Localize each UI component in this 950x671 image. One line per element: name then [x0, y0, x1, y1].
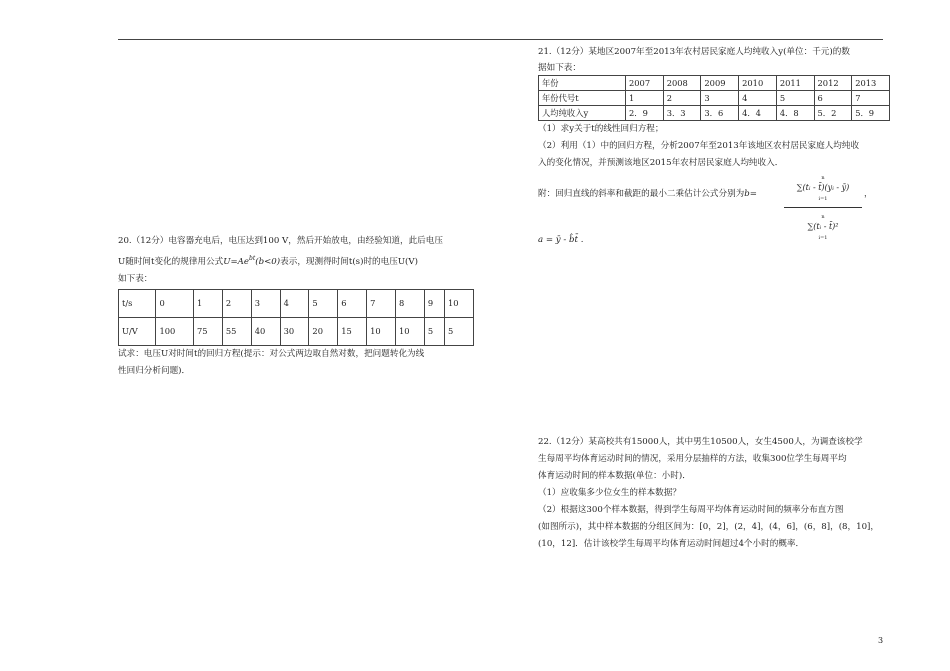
q21-note: 附：回归直线的斜率和截距的最小二乘估计公式分别为b= — [538, 189, 757, 199]
table-row — [539, 76, 890, 91]
table-cell: 6 — [338, 289, 367, 317]
table-cell: 2．9 — [626, 106, 664, 121]
q22-line-6: (如图所示)，其中样本数据的分组区间为：[0，2]，(2，4]，(4，6]，(6，8]，(8，10]， — [538, 522, 880, 532]
q20-formula-exponent: bt — [248, 255, 256, 262]
table-cell: 5 — [776, 91, 814, 106]
table-cell: 15 — [338, 317, 367, 345]
q20-formula: U=Ae — [223, 256, 249, 267]
table-cell: 4．8 — [776, 106, 814, 121]
table-cell: 75 — [193, 317, 222, 345]
table-cell: 年份 — [539, 76, 626, 91]
q21-data-table — [538, 75, 890, 121]
table-cell: 10 — [445, 289, 474, 317]
table-cell: 5 — [424, 317, 444, 345]
q22-line-1: 22.（12分）某高校共有15000人，其中男生10500人，女生4500人，为调查该校学 — [538, 437, 863, 447]
header-rule — [118, 39, 883, 40]
q22-line-5: （2）根据这300个样本数据，得到学生每周平均体育运动时间的频率分布直方图 — [538, 505, 844, 515]
table-cell: 2011 — [776, 76, 814, 91]
q22-line-2: 生每周平均体育运动时间的情况，采用分层抽样的方法，收集300位学生每周平均 — [538, 454, 847, 464]
table-cell: 6 — [814, 91, 852, 106]
table-cell: 1 — [193, 289, 222, 317]
q20-stem-line-2: U随时间t变化的规律用公式$U=Ae^{bt}(b<0)$表示，现测得时间t(s)时的电压U(V) — [118, 255, 418, 267]
table-cell: 100 — [156, 317, 194, 345]
table-cell: 20 — [309, 317, 338, 345]
table-cell: 5 — [309, 289, 338, 317]
table-cell: 0 — [156, 289, 194, 317]
table-cell: 8 — [396, 289, 425, 317]
q21-slope-fraction — [784, 172, 862, 243]
page-number: 3 — [878, 636, 884, 645]
q22-line-4: （1）应收集多少位女生的样本数据？ — [538, 488, 681, 498]
table-cell: 5．9 — [852, 106, 890, 121]
table-cell: 3．6 — [701, 106, 739, 121]
table-cell: 7 — [852, 91, 890, 106]
table-cell: 2008 — [663, 76, 701, 91]
table-cell: 10 — [396, 317, 425, 345]
table-cell: 2007 — [626, 76, 664, 91]
table-cell: 40 — [251, 317, 280, 345]
table-cell: 3 — [251, 289, 280, 317]
q21-fraction-denominator: n ∑(tᵢ - t̄)² i=1 — [807, 214, 839, 241]
table-row — [539, 91, 890, 106]
table-cell: 4．4 — [739, 106, 777, 121]
table-cell: 7 — [367, 289, 396, 317]
table-cell: 2013 — [852, 76, 890, 91]
table-cell: 4 — [280, 289, 309, 317]
table-row — [119, 289, 474, 317]
table-cell: 10 — [367, 317, 396, 345]
table-row — [539, 106, 890, 121]
q21-stem-line-1: 21.（12分）某地区2007年至2013年农村居民家庭人均纯收入y(单位：千元)的数 — [538, 47, 850, 57]
q20-stem-line-3: 如下表： — [118, 273, 153, 284]
q20-task-line-1: 试求：电压U对时间t的回归方程(提示：对公式两边取自然对数，把问题转化为线 — [118, 348, 425, 359]
question-20 — [118, 233, 474, 380]
table-cell: 2009 — [701, 76, 739, 91]
q20-data-table — [118, 289, 474, 346]
table-cell: t/s — [119, 289, 156, 317]
table-row — [119, 317, 474, 345]
q20-task-line-2: 性回归分析问题)． — [118, 365, 191, 376]
table-cell: U/V — [119, 317, 156, 345]
table-cell: 5．2 — [814, 106, 852, 121]
question-21 — [538, 44, 890, 249]
q22-line-7: (10，12]．估计该校学生每周平均体育运动时间超过4个小时的概率． — [538, 539, 805, 549]
q21-b-symbol: b= — [744, 189, 757, 199]
table-cell: 人均纯收入y — [539, 106, 626, 121]
table-cell: 年份代号t — [539, 91, 626, 106]
q22-line-3: 体育运动时间的样本数据(单位：小时)． — [538, 471, 691, 481]
q21-part-2-line-1: （2）利用（1）中的回归方程，分析2007年至2013年该地区农村居民家庭人均纯收 — [538, 141, 860, 151]
q20-stem-line-1: 20.（12分）电容器充电后，电压达到100 V，然后开始放电，由经验知道，此后电压 — [118, 236, 443, 246]
q21-intercept-formula: a = ȳ - b̂t̄ . — [538, 235, 584, 245]
q20-formula-condition: (b<0) — [255, 256, 281, 267]
q21-part-1: （1）求y关于t的线性回归方程； — [538, 124, 664, 134]
table-cell: 5 — [445, 317, 474, 345]
table-cell: 2 — [663, 91, 701, 106]
table-cell: 2010 — [739, 76, 777, 91]
table-cell: 55 — [222, 317, 251, 345]
question-22 — [538, 434, 890, 553]
table-cell: 4 — [739, 91, 777, 106]
table-cell: 3．3 — [663, 106, 701, 121]
table-cell: 1 — [626, 91, 664, 106]
table-cell: 2012 — [814, 76, 852, 91]
table-cell: 3 — [701, 91, 739, 106]
table-cell: 9 — [424, 289, 444, 317]
q21-stem-line-2: 据如下表： — [538, 63, 581, 73]
q21-part-2-line-2: 入的变化情况，并预测该地区2015年农村居民家庭人均纯收入． — [538, 158, 784, 168]
table-cell: 30 — [280, 317, 309, 345]
table-cell: 2 — [222, 289, 251, 317]
q21-fraction-numerator: n ∑(tᵢ - t̄)(yᵢ - ȳ) i=1 — [784, 172, 862, 208]
q21-formula-comma: ， — [864, 189, 873, 199]
